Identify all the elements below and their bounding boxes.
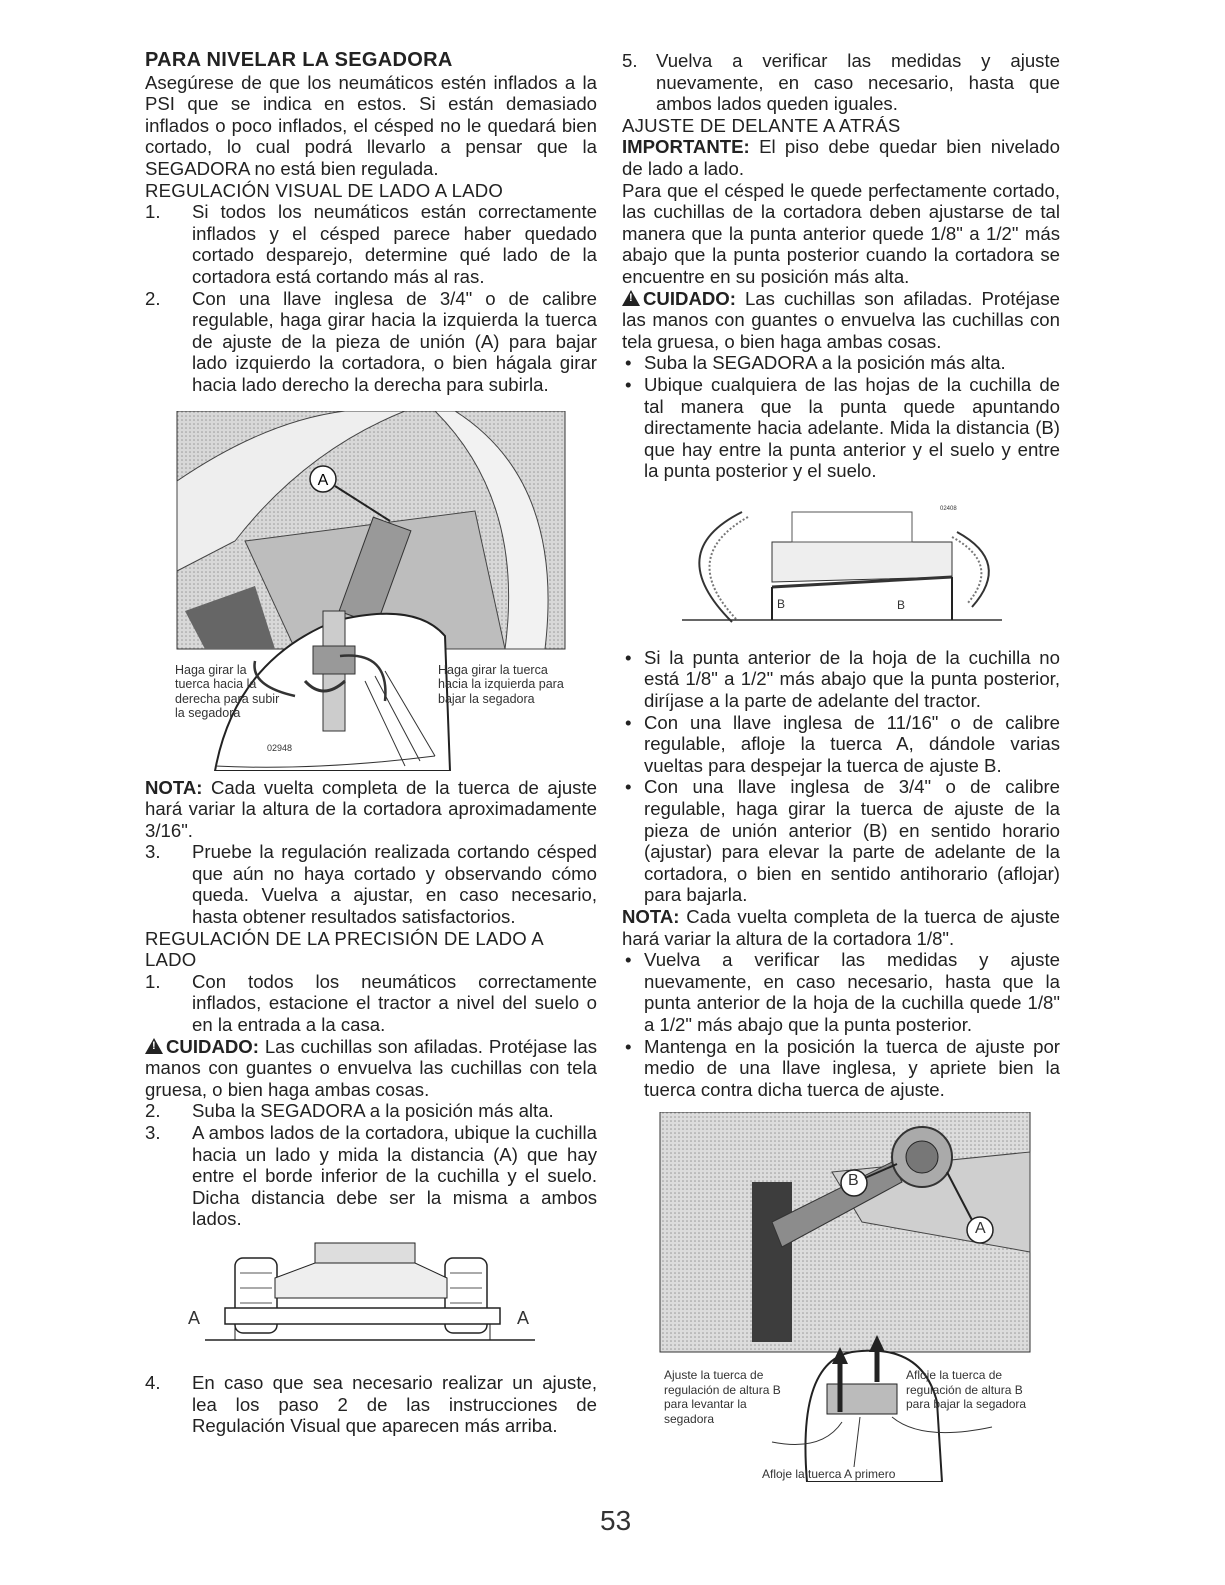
front-back-measurement-illustration	[622, 492, 1060, 642]
measure-a-left: A	[188, 1307, 201, 1328]
figure-side-measurement	[145, 1238, 597, 1358]
precision-step-4: 4. En caso que sea necesario realizar un ajuste, lea los paso 2 de las instrucciones de Regulación Visual que aparecen más arriba.	[145, 1371, 597, 1437]
measure-b-right: B	[897, 597, 906, 612]
precision-step-1: 1. Con todos los neumáticos correctamente inflados, estacione el tractor a nivel del suelo o en la entrada a la casa.	[145, 970, 597, 1036]
precision-step-3: 3. A ambos lados de la cortadora, ubique la cuchilla hacia un lado y mida la distancia (A) que hay entre el borde inferior de la cuchilla y el suelo. Dicha distancia debe ser la misma a ambos lados.	[145, 1122, 597, 1230]
important-label: IMPORTANTE:	[622, 136, 750, 158]
note-label: NOTA:	[145, 776, 203, 798]
bullet-item: • Mantenga en la posición la tuerca de ajuste por medio de una llave inglesa, y apriete bien la tuerca contra dicha tuerca de ajuste.	[625, 1035, 1060, 1100]
subheading-front-back: AJUSTE DE DELANTE A ATRÁS	[622, 114, 901, 136]
figure-front-back-measurement	[622, 492, 1060, 642]
blade-paragraph: Para que el césped le quede perfectamente cortado, las cuchillas de la cortadora deben ajustarse de tal manera que la punta anterior quede 1/8" a 1/2" más abajo que la punta posterior cuando la cortadora se encuentre en su posición más alta.	[622, 179, 1060, 287]
figure-code: 02408	[940, 505, 957, 512]
callout-a: A	[317, 471, 329, 489]
figure-code: 02948	[267, 742, 293, 753]
figure-nut-adjustment	[145, 411, 597, 771]
measure-a-right: A	[517, 1307, 530, 1328]
note-paragraph: NOTA: Cada vuelta completa de la tuerca de ajuste hará variar la altura de la cortadora aproximadamente 3/16".	[145, 776, 597, 841]
caption-turn-left: Haga girar la tuerca hacia la izquierda para bajar la segadora	[438, 662, 564, 706]
caution-paragraph-right: !CUIDADO: Las cuchillas son afiladas. Protéjase las manos con guantes o envuelva las cuchillas con tela gruesa, o bien haga ambas cosas.	[622, 288, 1060, 353]
right-column	[622, 50, 1060, 1482]
caption-lower: Afloje la tuerca de regulación de altura B para bajar la segadora	[906, 1368, 1027, 1412]
bullet-item: • Con una llave inglesa de 11/16" o de calibre regulable, afloje la tuerca A, dándole varias vueltas para despejar la tuerca de ajuste B.	[625, 711, 1060, 776]
subheading-visual: REGULACIÓN VISUAL DE LADO A LADO	[145, 179, 504, 201]
subheading-precision: REGULACIÓN DE LA PRECISIÓN DE LADO A LADO	[145, 927, 543, 971]
callout-b: B	[848, 1172, 859, 1190]
left-column	[145, 50, 597, 1437]
warning-icon	[145, 1038, 163, 1054]
callout-a: A	[975, 1220, 986, 1238]
measure-b-left: B	[777, 596, 786, 611]
page-number: 53	[600, 1505, 632, 1536]
important-paragraph: IMPORTANTE: El piso debe quedar bien nivelado de lado a lado.	[622, 136, 1060, 179]
bullet-item: • Si la punta anterior de la hoja de la cuchilla no está 1/8" a 1/2" más abajo que la punta posterior, diríjase a la parte de adelante del tractor.	[625, 646, 1060, 712]
caution-label: CUIDADO:	[166, 1035, 259, 1057]
note-paragraph-right: NOTA: Cada vuelta completa de la tuerca de ajuste hará variar la altura de la cortadora 1/8".	[622, 906, 1060, 949]
figure-front-nuts	[622, 1112, 1060, 1482]
step-5: 5. Vuelva a verificar las medidas y ajuste nuevamente, en caso necesario, hasta que ambos lados queden iguales.	[622, 50, 1060, 115]
step-3: 3. Pruebe la regulación realizada cortando césped que aún no haya cortado y observando cómo queda. Vuelva a ajustar, en caso necesario, hasta obtener resultados satisfactorios.	[145, 841, 597, 928]
caution-label: CUIDADO:	[643, 287, 736, 309]
note-label: NOTA:	[622, 906, 680, 927]
intro-paragraph: Asegúrese de que los neumáticos estén inflados a la PSI que se indica en estos. Si están demasiado inflados o poco inflados, el césped no le quedará bien cortado, lo cual podrá llevarlo a pensar que la SEGADORA no está bien regulada.	[145, 71, 597, 179]
caption-turn-right: Haga girar la tuerca hacia la derecha para subir la segadora	[175, 662, 280, 720]
step-2: 2. Con una llave inglesa de 3/4" o de calibre regulable, haga girar hacia la izquierda la tuerca de ajuste de la pieza de unión (A) para bajar lado izquierdo la cortadora, o bien hágala girar hacia lado derecho la derecha para subirla.	[145, 287, 597, 395]
bullet-item: • Vuelva a verificar las medidas y ajuste nuevamente, en caso necesario, hasta que la punta anterior de la hoja de la cuchilla quede 1/8" a 1/2" más abajo que la punta posterior.	[625, 949, 1060, 1035]
section-title: PARA NIVELAR LA SEGADORA	[145, 49, 453, 71]
front-nuts-illustration	[622, 1112, 1060, 1482]
caption-raise: Ajuste la tuerca de regulación de altura B para levantar la segadora	[664, 1368, 781, 1426]
bullet-item: • Ubique cualquiera de las hojas de la cuchilla de tal manera que la punta quede apuntando directamente hacia adelante. Mida la distancia (B) que hay entre la punta anterior y el suelo y entre la punta posterior y el suelo.	[625, 373, 1060, 482]
caption-loosen-a-first: Afloje la tuerca A primero	[762, 1467, 896, 1482]
bullet-item: • Suba la SEGADORA a la posición más alta.	[625, 352, 1006, 374]
caution-paragraph: !CUIDADO: Las cuchillas son afiladas. Protéjase las manos con guantes o envuelva las cuchillas con tela gruesa, o bien haga ambas cosas.	[145, 1036, 597, 1101]
bullet-item: • Con una llave inglesa de 3/4" o de calibre regulable, haga girar la tuerca de ajuste de la pieza de unión anterior (B) en sentido horario (ajustar) para elevar la parte de adelante de la cortadora, o bien en sentido antihorario (aflojar) para bajarla.	[625, 776, 1060, 906]
precision-step-2: 2. Suba la SEGADORA a la posición más alta.	[145, 1100, 554, 1122]
warning-icon	[622, 290, 640, 306]
side-measurement-illustration	[145, 1238, 597, 1358]
step-1: 1. Si todos los neumáticos están correctamente inflados y el césped parece haber quedado cortado desparejo, determine qué lado de la cortadora está cortando más al ras.	[145, 201, 597, 287]
